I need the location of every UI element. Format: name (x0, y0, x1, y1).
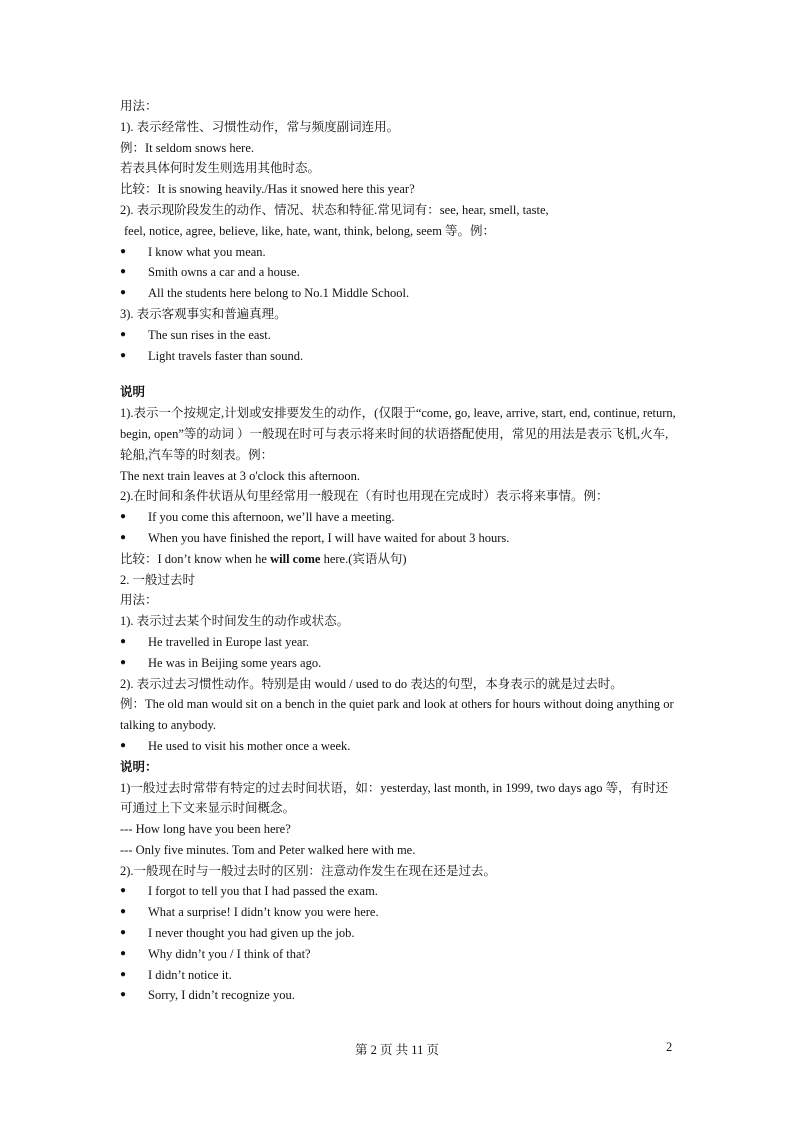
bullet-item: ● I forgot to tell you that I had passed the exam. (120, 881, 680, 902)
bullet-item: ● He used to visit his mother once a week. (120, 736, 680, 757)
paragraph: 1)一般过去时常带有特定的过去时间状语，如：yesterday, last month, in 1999, two days ago 等，有时还可通过上下文来显示时间概念。 (120, 780, 669, 816)
bullet-item: ● Smith owns a car and a house. (120, 262, 680, 283)
bullet-item: ● Sorry, I didn’t recognize you. (120, 985, 680, 1006)
text-line: feel, notice, agree, believe, like, hate, want, think, belong, seem 等。例： (124, 223, 496, 238)
bullet-item: ● He was in Beijing some years ago. (120, 653, 680, 674)
text-line: 1). 表示经常性、习惯性动作，常与频度副词连用。 (120, 119, 400, 134)
section-heading-note: 说明 (120, 385, 146, 400)
example-line: The next train leaves at 3 o'clock this afternoon. (120, 468, 361, 483)
example-line: 例：It seldom snows here. (120, 140, 255, 155)
section-title: 2. 一般过去时 (120, 572, 196, 587)
text-line: 1). 表示过去某个时间发生的动作或状态。 (120, 614, 350, 629)
section-heading-usage: 用法： (120, 593, 158, 608)
comparison-line (120, 549, 680, 570)
comparison-prefix: 比较：I don’t know when he (120, 551, 271, 566)
bullet-item: ● He travelled in Europe last year. (120, 632, 680, 653)
text-line: 3). 表示客观事实和普遍真理。 (120, 306, 287, 321)
text-line: 2).在时间和条件状语从句里经常用一般现在（有时也用现在完成时）表示将来事情。例： (120, 489, 609, 504)
dialogue-line: --- How long have you been here? (120, 822, 291, 837)
bullet-item: ● If you come this afternoon, we’ll have a meeting. (120, 507, 680, 528)
bullet-item: ● Why didn’t you / I think of that? (120, 944, 680, 965)
text-line: 2). 表示过去习惯性动作。特别是由 would / used to do 表达的句型，本身表示的就是过去时。 (120, 676, 623, 691)
page-footer: 第 2 页 共 11 页 (355, 1043, 439, 1057)
paragraph: 例：The old man would sit on a bench in the quiet park and look at others for hours without doing anything or talking to anybody. (120, 697, 674, 733)
comparison-suffix: here.(宾语从句) (320, 551, 407, 566)
bullet-item: ● What a surprise! I didn’t know you were here. (120, 902, 680, 923)
paragraph: 1).表示一个按规定,计划或安排要发生的动作，(仅限于“come, go, leave, arrive, start, end, continue, return, begin, open”等的动词 ）一般现在时可与表示将来时间的状语搭配使用，常见的用法是表示飞机,火车,轮船,汽车等的时刻表。例： (120, 406, 676, 462)
bullet-item: ● Light travels faster than sound. (120, 346, 680, 367)
section-heading-note: 说明： (120, 759, 158, 774)
text-line: 2). 表示现阶段发生的动作、情况、状态和特征.常见词有：see, hear, smell, taste, (120, 202, 549, 217)
comparison-emphasis: will come (270, 551, 321, 566)
bullet-item: ● I never thought you had given up the job. (120, 923, 680, 944)
page-number: 2 (666, 1040, 673, 1054)
document-body (120, 96, 680, 1006)
bullet-item: ● The sun rises in the east. (120, 325, 680, 346)
bullet-item: ● I didn’t notice it. (120, 965, 680, 986)
spacer (120, 366, 680, 382)
bullet-item: ● All the students here belong to No.1 Middle School. (120, 283, 680, 304)
bullet-item: ● I know what you mean. (120, 242, 680, 263)
text-line: 2).一般现在时与一般过去时的区别：注意动作发生在现在还是过去。 (120, 863, 497, 878)
section-heading-usage: 用法： (120, 99, 158, 113)
comparison-line: 比较：It is snowing heavily./Has it snowed here this year? (120, 182, 415, 197)
bullet-item: ● When you have finished the report, I will have waited for about 3 hours. (120, 528, 680, 549)
dialogue-line: --- Only five minutes. Tom and Peter walked here with me. (120, 842, 416, 857)
text-line: 若表具体何时发生则选用其他时态。 (120, 161, 321, 176)
